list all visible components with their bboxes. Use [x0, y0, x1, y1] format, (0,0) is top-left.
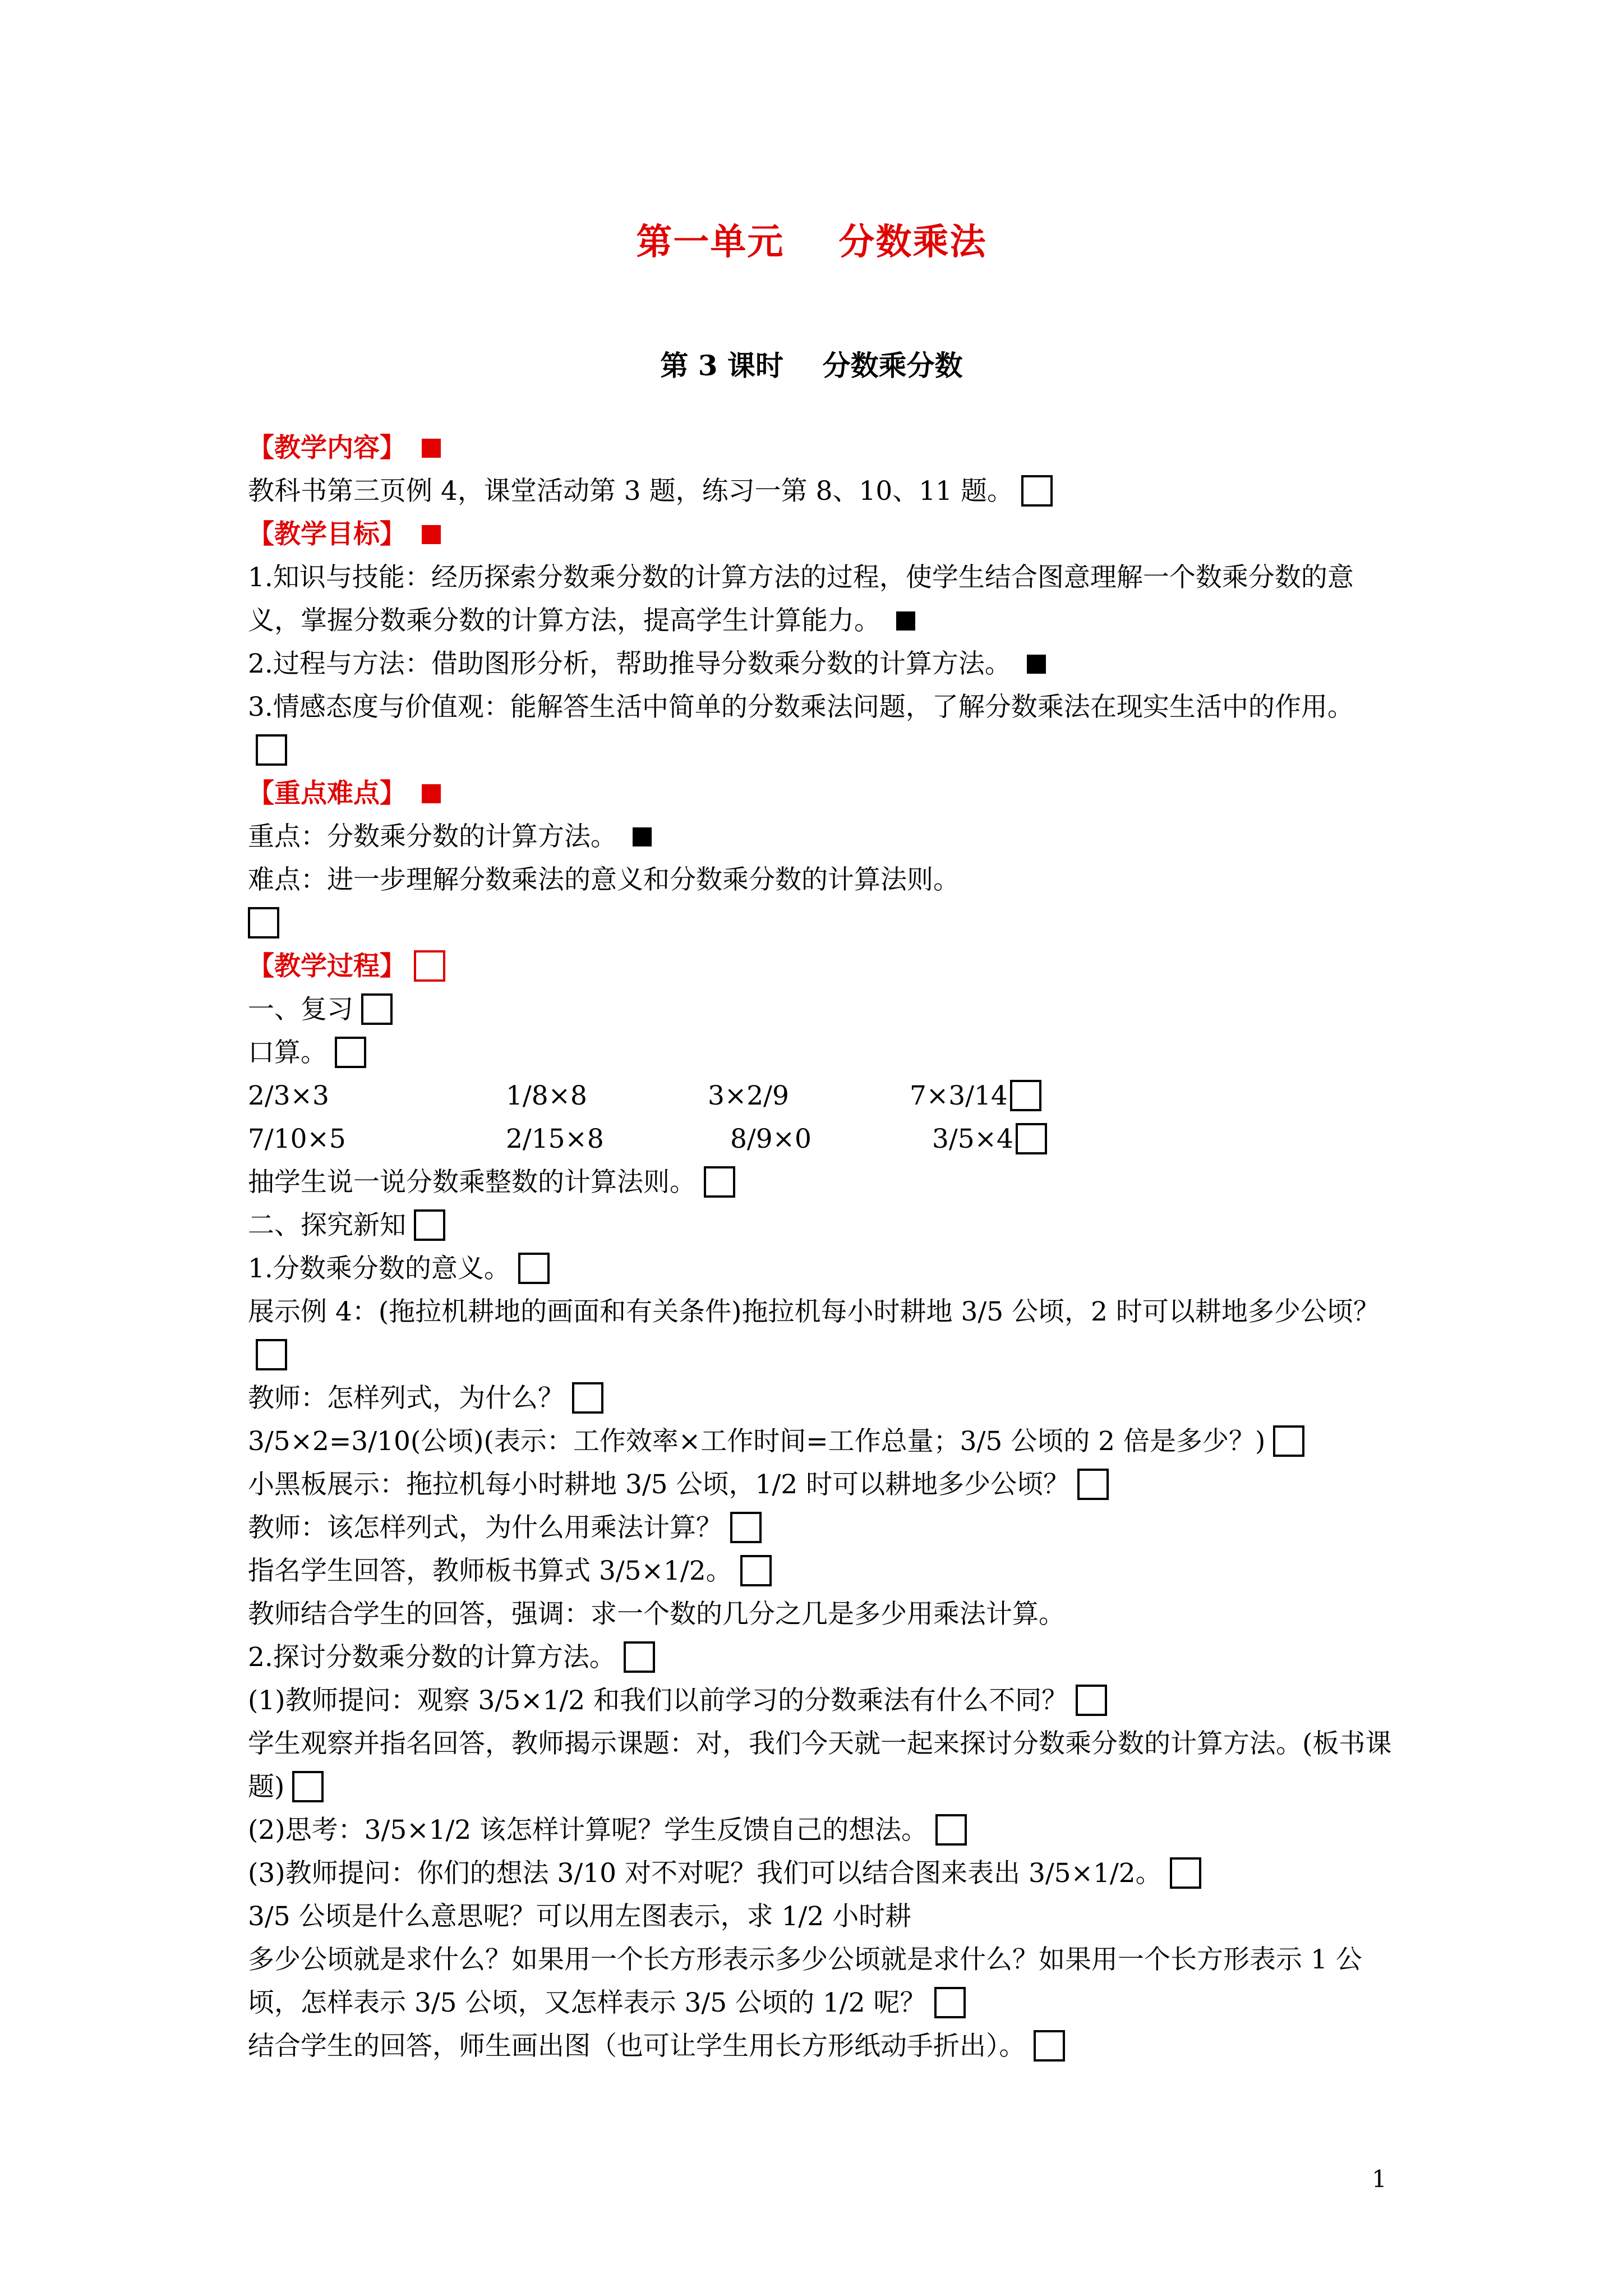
paragraph: 一、复习 [248, 988, 1392, 1031]
oral-calc-row [248, 1074, 1392, 1117]
oral-calc-item: 1/8×8 [506, 1080, 587, 1111]
empty-box-icon [361, 993, 393, 1025]
empty-box-icon [624, 1641, 655, 1673]
oral-calc-row [248, 1117, 1392, 1161]
paragraph: 教科书第三页例 4，课堂活动第 3 题，练习一第 8、10、11 题。 [248, 470, 1392, 513]
box-line [248, 901, 1392, 945]
black-square-marker [1027, 655, 1046, 674]
oral-calc-item: 8/9×0 [730, 1124, 811, 1154]
paragraph: 难点：进一步理解分数乘法的意义和分数乘分数的计算法则。 [248, 864, 960, 895]
red-square-marker [422, 784, 441, 803]
paragraph: 2.探讨分数乘分数的计算方法。 [248, 1636, 1392, 1679]
paragraph: 3/5 公顷是什么意思呢？可以用左图表示，求 1/2 小时耕 [248, 1901, 912, 1932]
document-body [248, 426, 1392, 2068]
red-square-marker [422, 439, 441, 458]
empty-box-icon [256, 1339, 287, 1370]
paragraph: (3)教师提问：你们的想法 3/10 对不对呢？我们可以结合图来表出 3/5×1/2。 [248, 1852, 1392, 1895]
paragraph: 1.知识与技能：经历探索分数乘分数的计算方法的过程，使学生结合图意理解一个数乘分数的意义，掌握分数乘分数的计算方法，提高学生计算能力。 [248, 562, 1354, 636]
red-box-icon [414, 950, 445, 982]
section-heading: 【教学过程】 [248, 945, 1392, 988]
paragraph: (1)教师提问：观察 3/5×1/2 和我们以前学习的分数乘法有什么不同？ [248, 1679, 1392, 1722]
paragraph: 小黑板展示：拖拉机每小时耕地 3/5 公顷，1/2 时可以耕地多少公顷？ [248, 1463, 1392, 1506]
oral-calc-item: 3/5×4 [932, 1124, 1013, 1154]
empty-box-icon [934, 1987, 966, 2018]
oral-calc-item: 3×2/9 [708, 1080, 789, 1111]
paragraph: 抽学生说一说分数乘整数的计算法则。 [248, 1161, 1392, 1204]
empty-box-icon [1034, 2030, 1065, 2062]
oral-calc-item: 2/15×8 [506, 1124, 604, 1154]
empty-box-icon [730, 1512, 762, 1543]
lesson-subtitle: 第 3 课时 分数乘分数 [660, 349, 963, 382]
paragraph: (2)思考：3/5×1/2 该怎样计算呢？学生反馈自己的想法。 [248, 1809, 1392, 1852]
paragraph: 重点：分数乘分数的计算方法。 [248, 815, 1392, 858]
empty-box-icon [1077, 1469, 1109, 1500]
empty-box-icon [935, 1814, 967, 1846]
black-square-marker [633, 827, 652, 846]
empty-box-icon [1010, 1080, 1041, 1111]
red-square-marker [422, 525, 441, 544]
empty-box-icon [704, 1166, 735, 1198]
empty-box-icon [1076, 1685, 1107, 1716]
section-heading: 【重点难点】 [248, 772, 1392, 815]
empty-box-icon [572, 1382, 603, 1414]
unit-title: 第一单元 分数乘法 [636, 221, 987, 263]
empty-box-icon [1021, 475, 1053, 507]
empty-box-icon [1170, 1857, 1201, 1889]
paragraph: 多少公顷就是求什么？如果用一个长方形表示多少公顷就是求什么？如果用一个长方形表示 1 公顷，怎样表示 3/5 公顷，又怎样表示 3/5 公顷的 1/2 呢？ [248, 1944, 1362, 2018]
empty-box-icon [1273, 1425, 1304, 1457]
paragraph: 指名学生回答，教师板书算式 3/5×1/2。 [248, 1549, 1392, 1593]
paragraph: 教师：怎样列式，为什么？ [248, 1377, 1392, 1420]
oral-calc-item: 2/3×3 [248, 1080, 329, 1111]
empty-box-icon [740, 1555, 772, 1586]
paragraph: 教师：该怎样列式，为什么用乘法计算？ [248, 1506, 1392, 1549]
paragraph: 学生观察并指名回答，教师揭示课题：对，我们今天就一起来探讨分数乘分数的计算方法。(板书课题) [248, 1728, 1392, 1802]
paragraph: 教师结合学生的回答，强调：求一个数的几分之几是多少用乘法计算。 [248, 1599, 1065, 1630]
empty-box-icon [518, 1253, 550, 1284]
section-heading: 【教学目标】 [248, 513, 1392, 556]
black-square-marker [896, 611, 915, 631]
empty-box-icon [335, 1037, 366, 1068]
paragraph: 二、探究新知 [248, 1204, 1392, 1247]
paragraph: 1.分数乘分数的意义。 [248, 1247, 1392, 1290]
section-heading: 【教学内容】 [248, 426, 1392, 470]
paragraph: 3/5×2=3/10(公顷)(表示：工作效率×工作时间=工作总量；3/5 公顷的 2 倍是多少？) [248, 1420, 1392, 1463]
paragraph: 3.情感态度与价值观：能解答生活中简单的分数乘法问题，了解分数乘法在现实生活中的作用。 [248, 685, 1392, 772]
empty-box-icon [1016, 1123, 1047, 1154]
oral-calc-item: 7×3/14 [910, 1080, 1008, 1111]
oral-calc-item: 7/10×5 [248, 1124, 346, 1154]
empty-box-icon [256, 734, 287, 766]
paragraph: 口算。 [248, 1031, 1392, 1074]
empty-box-icon [248, 907, 279, 938]
paragraph: 结合学生的回答，师生画出图（也可让学生用长方形纸动手折出）。 [248, 2024, 1392, 2068]
paragraph: 展示例 4：(拖拉机耕地的画面和有关条件)拖拉机每小时耕地 3/5 公顷，2 时可以耕地多少公顷？ [248, 1290, 1392, 1377]
page-number: 1 [1372, 2165, 1387, 2193]
empty-box-icon [292, 1771, 324, 1802]
paragraph: 2.过程与方法：借助图形分析，帮助推导分数乘分数的计算方法。 [248, 642, 1392, 685]
empty-box-icon [414, 1209, 445, 1241]
